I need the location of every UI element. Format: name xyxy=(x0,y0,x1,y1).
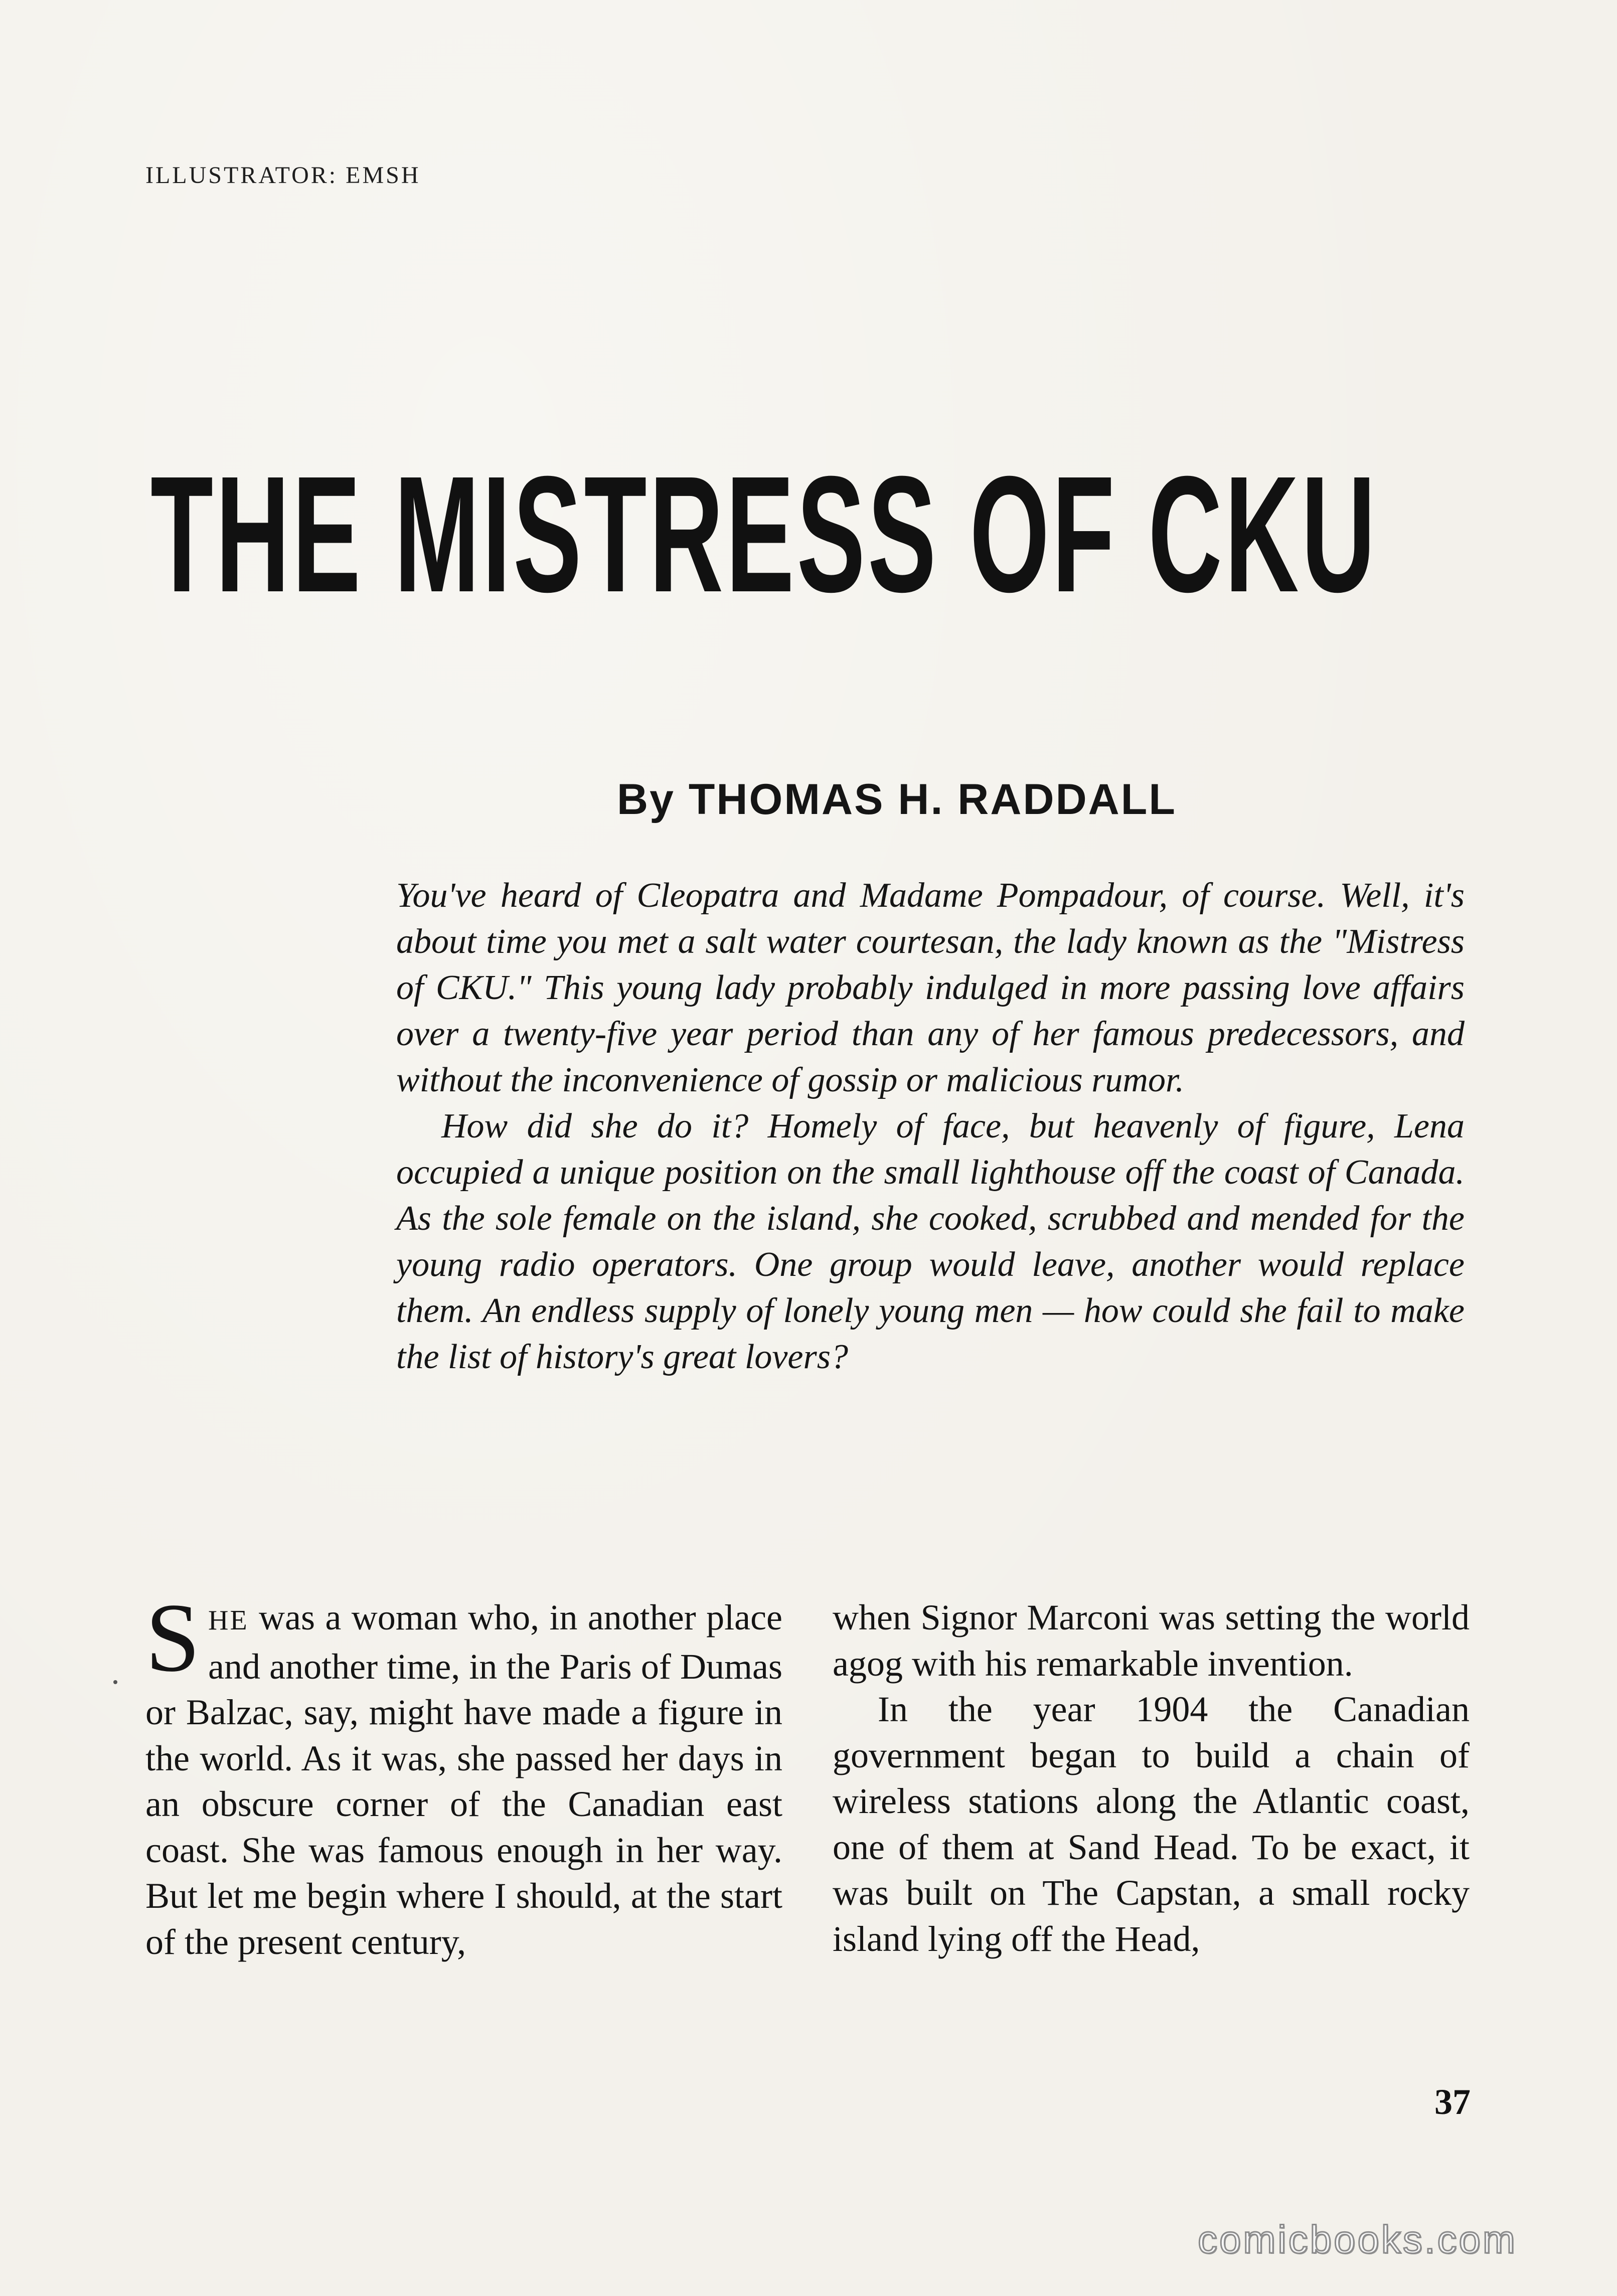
text-column-left xyxy=(145,1583,782,1965)
body-paragraph: In the year 1904 the Canadian government began to build a chain of wireless stations along the Atlantic coast, one of them at Sand Head. To be exact, it was built on The Capstan, a small rocky island lying off the Head, xyxy=(833,1689,1470,1959)
illustrator-credit: ILLUSTRATOR: EMSH xyxy=(145,162,421,189)
intro-paragraph: How did she do it? Homely of face, but heavenly of figure, Lena occupied a unique position on the small lighthouse off the coast of Canada. As the sole female on the island, she cooked, scrubbed and mended for the young radio operators. One group would leave, another would replace them. An endless supply of lonely young men — how could she fail to make the list of history's great lovers? xyxy=(396,1107,1465,1376)
story-body xyxy=(145,1583,1470,1965)
watermark: comicbooks.com xyxy=(1198,2217,1517,2261)
lead-in-small-caps: HE xyxy=(208,1605,249,1636)
opening-paragraph xyxy=(145,1583,782,1965)
print-speck xyxy=(113,1680,117,1684)
body-paragraph: when Signor Marconi was setting the world agog with his remarkable invention. xyxy=(833,1597,1470,1684)
opening-paragraph-text: was a woman who, in another place and another time, in the Paris of Dumas or Balzac, say, might have made a figure in the world. As it was, she passed her days in an obscure corner of the Canadian east coast. She was famous enough in her way. But let me begin where I should, at the start of the present century, xyxy=(145,1597,782,1962)
drop-cap: S xyxy=(145,1583,201,1692)
story-title: THE MISTRESS OF CKU xyxy=(150,441,1378,626)
story-introduction xyxy=(396,873,1465,1380)
text-column-right xyxy=(833,1595,1470,1965)
intro-paragraph: You've heard of Cleopatra and Madame Pompadour, of course. Well, it's about time you met a salt water courtesan, the lady known as the "Mistress of CKU." This young lady probably indulged in more passing love affairs over a twenty-five year period than any of her famous predecessors, and without the inconvenience of gossip or malicious rumor. xyxy=(396,876,1465,1099)
author-byline: By THOMAS H. RADDALL xyxy=(617,775,1177,824)
page-number: 37 xyxy=(1434,2082,1471,2122)
